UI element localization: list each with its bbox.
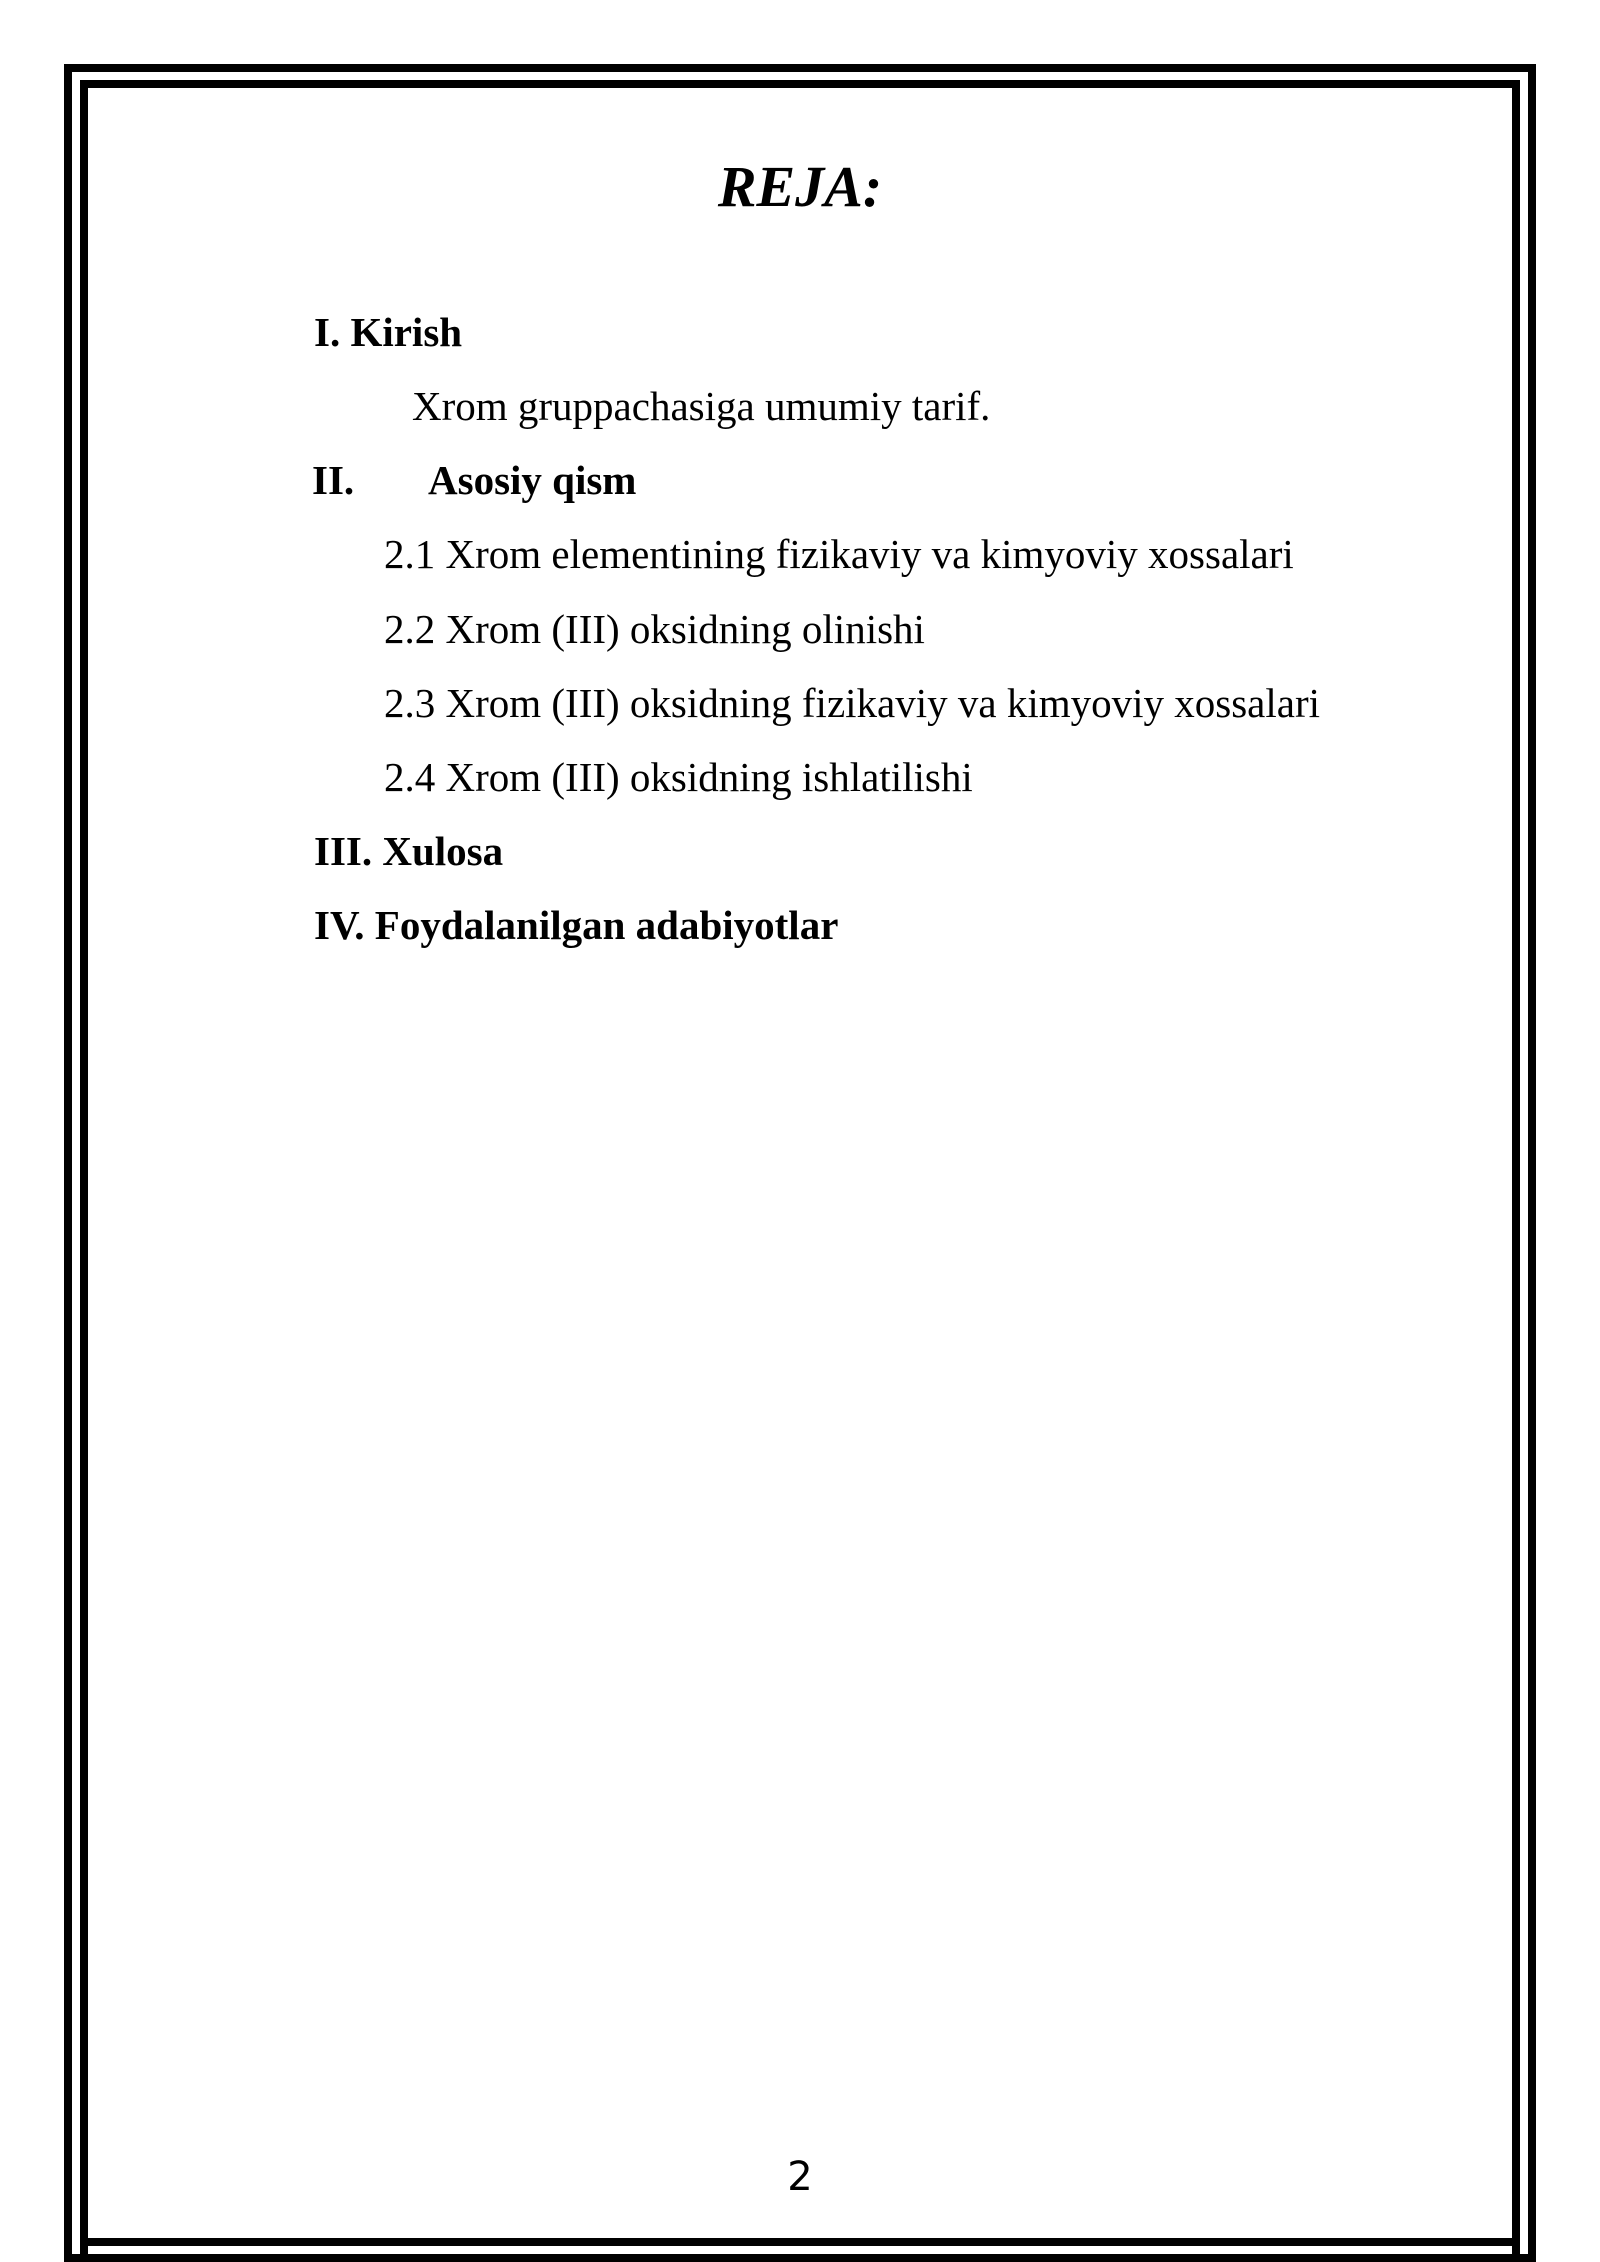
plan-item-main [312,454,636,506]
plan-subitem-2-1: 2.1 Xrom elementining fizikaviy va kimyoviy xossalari [384,531,1294,577]
page-border-bottom-outer [64,2254,1536,2262]
plan-subitem-2-3: 2.3 Xrom (III) oksidning fizikaviy va kimyoviy xossalari [384,680,1320,726]
plan-subitem-2-4: 2.4 Xrom (III) oksidning ishlatilishi [384,754,973,800]
plan-item-intro-sub: Xrom gruppachasiga umumiy tarif. [412,383,991,429]
plan-item-references: IV. Foydalanilgan adabiyotlar [314,902,839,948]
page-number: 2 [787,2154,813,2200]
page-title: REJA: [717,154,883,219]
plan-item-main-label: Asosiy qism [428,457,637,503]
plan-item-conclusion: III. Xulosa [314,828,504,874]
plan-subitem-2-2: 2.2 Xrom (III) oksidning olinishi [384,606,925,652]
page-border-bottom-inner [80,2238,1520,2246]
plan-item-main-number: II. [312,457,355,503]
plan-item-intro: I. Kirish [314,309,463,355]
